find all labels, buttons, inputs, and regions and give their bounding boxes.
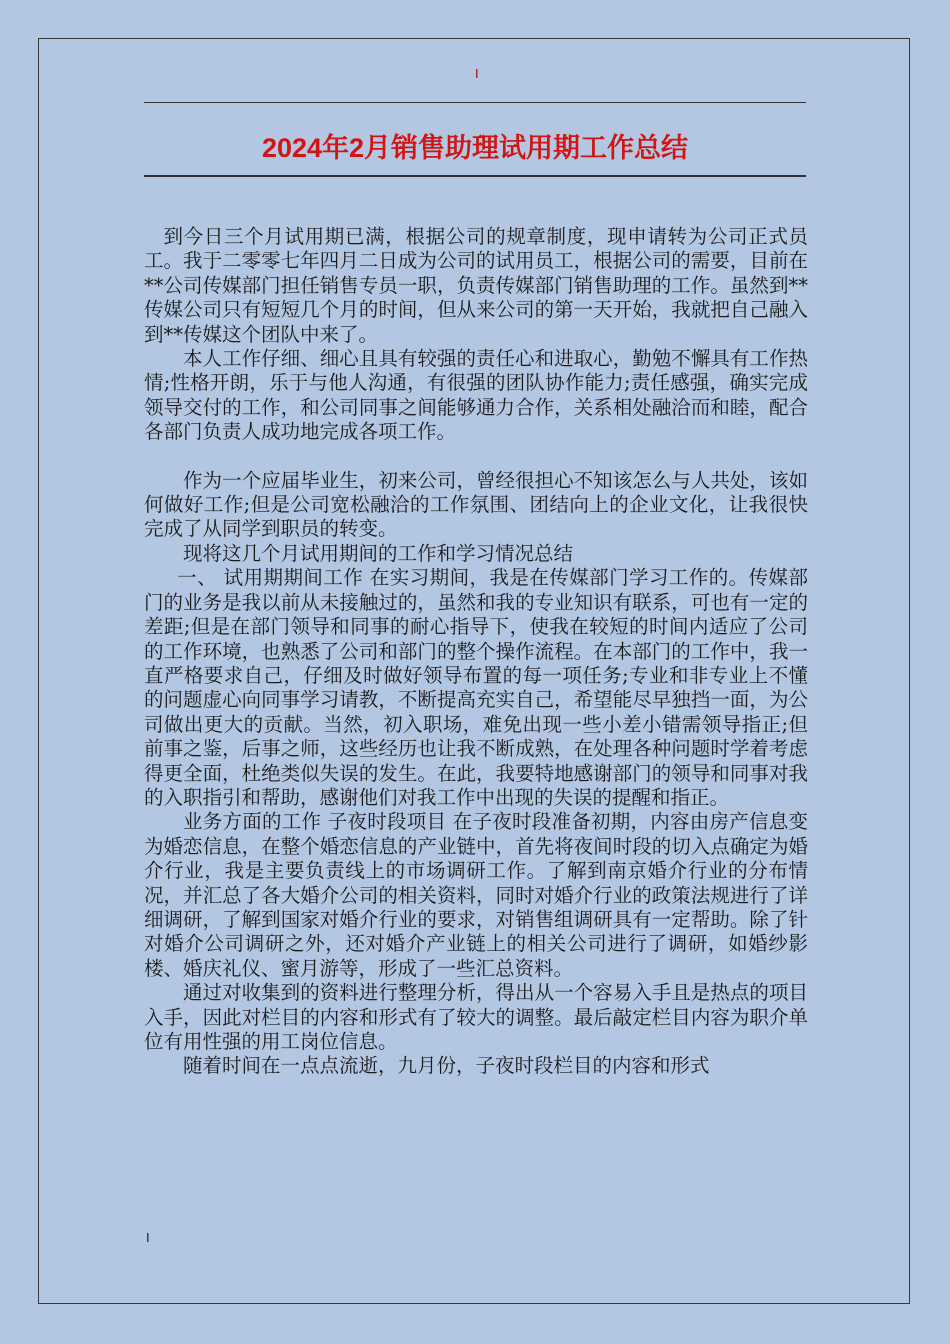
document-body <box>144 225 808 1079</box>
paragraph-1: 到今日三个月试用期已满，根据公司的规章制度，现申请转为公司正式员工。我于二零零七年四月二日成为公司的试用员工，根据公司的需要，目前在**公司传媒部门担任销售专员一职，负责传媒部门销售助理的工作。虽然到**传媒公司只有短短几个月的时间，但从来公司的第一天开始，我就把自己融入到**传媒这个团队中来了。 <box>144 225 808 346</box>
paragraph-8: 随着时间在一点点流逝，九月份，子夜时段栏目的内容和形式 <box>183 1054 710 1078</box>
paragraph-4: 现将这几个月试用期间的工作和学习情况总结 <box>183 541 574 565</box>
header-mark: I <box>475 66 479 81</box>
header-rule <box>144 102 806 103</box>
paragraph-5: 一、 试用期期间工作 在实习期间，我是在传媒部门学习工作的。传媒部门的业务是我以前从未接触过的，虽然和我的专业知识有联系，可也有一定的差距;但是在部门领导和同事的耐心指导下，使我在较短的时间内适应了公司的工作环境，也熟悉了公司和部门的整个操作流程。在本部门的工作中，我一直严格要求自己，仔细及时做好领导布置的每一项任务;专业和非专业上不懂的问题虚心向同事学习请教，不断提高充实自己，希望能尽早独挡一面，为公司做出更大的贡献。当然，初入职场，难免出现一些小差小错需领导指正;但前事之鉴，后事之师，这些经历也让我不断成熟，在处理各种问题时学着考虑得更全面，杜绝类似失误的发生。在此，我要特地感谢部门的领导和同事对我的入职指引和帮助，感谢他们对我工作中出现的失误的提醒和指正。 <box>144 566 808 809</box>
paragraph-6: 业务方面的工作 子夜时段项目 在子夜时段准备初期，内容由房产信息变为婚恋信息，在整个婚恋信息的产业链中，首先将夜间时段的切入点确定为婚介行业，我是主要负责线上的市场调研工作。了解到南京婚介行业的分布情况，并汇总了各大婚介公司的相关资料，同时对婚介行业的政策法规进行了详细调研，了解到国家对婚介行业的要求，对销售组调研具有一定帮助。除了针对婚介公司调研之外，还对婚介产业链上的相关公司进行了调研，如婚纱影楼、婚庆礼仪、蜜月游等，形成了一些汇总资料。 <box>144 810 808 980</box>
footer-mark: I <box>146 1230 150 1245</box>
paragraph-3: 作为一个应届毕业生，初来公司，曾经很担心不知该怎么与人共处，该如何做好工作;但是公司宽松融洽的工作氛围、团结向上的企业文化，让我很快完成了从同学到职员的转变。 <box>144 468 808 541</box>
paragraph-7: 通过对收集到的资料进行整理分析，得出从一个容易入手且是热点的项目入手，因此对栏目的内容和形式有了较大的调整。最后敲定栏目内容为职介单位有用性强的用工岗位信息。 <box>144 981 808 1053</box>
title-rule <box>144 175 806 177</box>
paragraph-2: 本人工作仔细、细心且具有较强的责任心和进取心，勤勉不懈具有工作热情;性格开朗，乐于与他人沟通，有很强的团队协作能力;责任感强，确实完成领导交付的工作，和公司同事之间能够通力合作，关系相处融洽而和睦，配合各部门负责人成功地完成各项工作。 <box>144 347 808 444</box>
document-title: 2024年2月销售助理试用期工作总结 <box>261 133 689 163</box>
